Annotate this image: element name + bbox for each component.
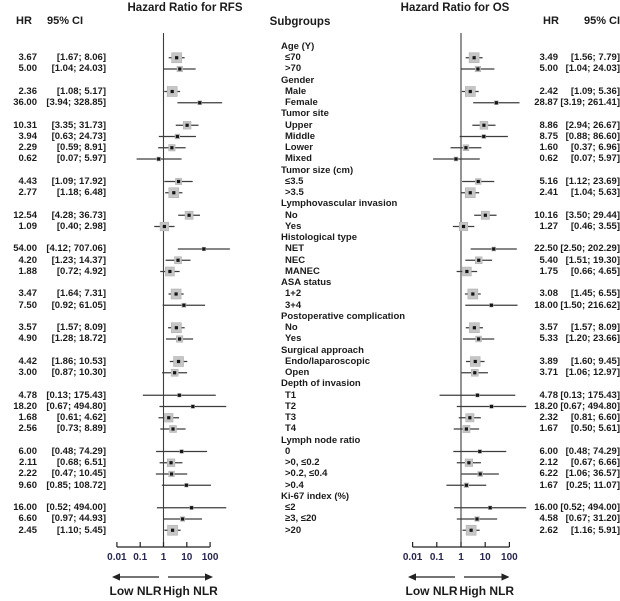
os-hr-value: 18.20 (534, 400, 558, 412)
subgroup-item-label: 0 (285, 445, 291, 457)
rfs-axis-tick-label: 10 (181, 552, 193, 563)
subgroup-item-label: MANEC (285, 265, 320, 277)
os-point-marker (464, 146, 467, 149)
os-ci-value: [1.04; 24.03] (565, 63, 620, 75)
os-axis-tick-label: 10 (479, 552, 491, 563)
rfs-ci-value: [0.72; 4.92] (56, 265, 106, 277)
rfs-hr-value: 4.78 (18, 389, 37, 401)
subgroup-item-label: Male (285, 85, 307, 97)
rfs-panel-title: Hazard Ratio for RFS (127, 2, 243, 14)
rfs-point-marker (186, 124, 189, 127)
rfs-point-marker (187, 214, 190, 217)
subgroup-header-label: Age (Y) (281, 40, 315, 52)
rfs-point-marker (178, 394, 181, 397)
os-ci-value: [2.50; 202.29] (560, 243, 620, 255)
rfs-ci-value: [0.52; 494.00] (46, 502, 106, 514)
os-ci-value: [0.25; 11.07] (566, 479, 620, 491)
rfs-ci-column-header: 95% CI (46, 15, 84, 27)
rfs-hr-value: 3.67 (18, 52, 37, 64)
os-hr-value: 4.78 (539, 389, 558, 401)
rfs-ci-value: [0.87; 10.30] (51, 367, 106, 379)
os-hr-value: 2.62 (539, 524, 558, 536)
os-point-marker (469, 90, 472, 93)
rfs-hr-value: 1.09 (18, 220, 37, 232)
os-ci-value: [0.52; 494.00] (560, 502, 620, 514)
os-point-marker (477, 180, 480, 183)
rfs-ci-value: [1.67; 8.06] (56, 52, 106, 64)
os-point-marker (479, 472, 482, 475)
os-ci-value: [0.48; 74.29] (565, 445, 620, 457)
subgroup-item-label: >3.5 (285, 187, 304, 199)
os-point-marker (489, 506, 492, 509)
subgroup-item-label: T1 (285, 389, 297, 401)
rfs-ci-value: [1.64; 7.31] (56, 288, 106, 300)
subgroup-item-label: Yes (285, 220, 302, 232)
rfs-hr-value: 2.77 (18, 187, 37, 199)
rfs-ci-value: [0.40; 2.98] (56, 220, 106, 232)
os-hr-value: 1.27 (539, 220, 558, 232)
rfs-ci-value: [3.94; 328.85] (46, 97, 106, 109)
os-ci-value: [1.06; 12.97] (565, 367, 620, 379)
rfs-hr-value: 16.00 (13, 502, 37, 514)
os-hr-value: 5.00 (539, 63, 558, 75)
rfs-point-marker (175, 56, 178, 59)
os-point-marker (490, 304, 493, 307)
os-point-marker (468, 416, 471, 419)
rfs-hr-value: 2.45 (18, 524, 37, 536)
os-point-marker (462, 225, 465, 228)
os-point-marker (476, 67, 479, 70)
os-axis-tick-label: 100 (501, 552, 518, 563)
rfs-ci-value: [0.97; 44.93] (51, 513, 106, 525)
rfs-point-marker (171, 90, 174, 93)
rfs-ci-value: [0.13; 175.43] (46, 389, 106, 401)
os-hr-value: 5.16 (539, 175, 558, 187)
os-hr-value: 2.41 (539, 187, 558, 199)
rfs-point-marker (170, 472, 173, 475)
subgroups-column-title: Subgroups (269, 16, 331, 28)
rfs-point-marker (191, 405, 194, 408)
rfs-hr-value: 1.68 (18, 412, 37, 424)
subgroup-header-label: ASA status (281, 277, 332, 289)
rfs-axis-tick-label: 0.01 (107, 552, 127, 563)
rfs-low-nlr-label: Low NLR (109, 584, 162, 598)
os-ci-value: [1.04; 5.63] (570, 187, 620, 199)
os-point-marker (473, 326, 476, 329)
rfs-hr-value: 18.20 (13, 400, 37, 412)
os-point-marker (482, 124, 485, 127)
rfs-hr-value: 7.50 (18, 299, 37, 311)
rfs-point-marker (175, 326, 178, 329)
rfs-hr-value: 3.57 (18, 322, 37, 334)
subgroup-item-label: T4 (285, 423, 297, 435)
os-ci-value: [0.37; 6.96] (570, 142, 620, 154)
rfs-point-marker (167, 416, 170, 419)
os-ci-value: [3.19; 261.41] (560, 97, 620, 109)
os-ci-value: [0.88; 86.60] (565, 130, 620, 142)
rfs-point-marker (176, 135, 179, 138)
os-ci-value: [1.09; 5.36] (570, 85, 620, 97)
os-ci-value: [1.20; 23.66] (565, 333, 620, 345)
os-point-marker (475, 517, 478, 520)
rfs-point-marker (182, 304, 185, 307)
rfs-ci-value: [4.12; 707.06] (46, 243, 106, 255)
subgroup-item-label: >0.2, ≤0.4 (285, 468, 328, 480)
rfs-point-marker (190, 506, 193, 509)
rfs-high-arrow-head (205, 573, 213, 580)
subgroup-header-label: Postoperative complication (281, 310, 406, 322)
rfs-hr-value: 2.36 (18, 85, 37, 97)
os-hr-value: 22.50 (534, 243, 558, 255)
os-point-marker (465, 427, 468, 430)
subgroup-header-label: Histological type (281, 232, 358, 244)
os-hr-value: 2.32 (539, 412, 558, 424)
rfs-hr-column-header: HR (16, 15, 32, 27)
rfs-hr-value: 4.20 (18, 254, 37, 266)
os-hr-value: 2.12 (539, 457, 558, 469)
os-hr-value: 1.67 (539, 423, 558, 435)
rfs-point-marker (168, 270, 171, 273)
rfs-point-marker (177, 360, 180, 363)
rfs-axis-tick-label: 1 (160, 552, 167, 563)
rfs-hr-value: 12.54 (13, 209, 37, 221)
subgroup-item-label: No (285, 322, 298, 334)
rfs-ci-value: [1.04; 24.03] (51, 63, 106, 75)
rfs-point-marker (198, 101, 201, 104)
subgroup-header-label: Lymphovascular invasion (281, 198, 398, 210)
subgroup-header-label: Depth of invasion (281, 378, 361, 390)
rfs-ci-value: [0.67; 494.80] (46, 400, 106, 412)
subgroup-item-label: T2 (285, 400, 297, 412)
os-ci-value: [0.81; 6.60] (570, 412, 620, 424)
subgroup-item-label: >0, ≤0.2 (285, 457, 320, 469)
os-ci-value: [0.50; 5.61] (570, 423, 620, 435)
subgroup-header-label: Lymph node ratio (281, 434, 361, 446)
os-point-marker (477, 259, 480, 262)
rfs-ci-value: [4.28; 36.73] (51, 209, 106, 221)
os-point-marker (473, 371, 476, 374)
os-point-marker (490, 405, 493, 408)
os-ci-value: [0.13; 175.43] (560, 389, 620, 401)
os-point-marker (474, 360, 477, 363)
subgroup-item-label: >70 (285, 63, 302, 75)
os-axis-tick-label: 0.1 (429, 552, 444, 563)
rfs-hr-value: 2.22 (18, 468, 37, 480)
subgroup-item-label: 3+4 (285, 299, 302, 311)
rfs-ci-value: [1.18; 6.48] (56, 187, 106, 199)
rfs-point-marker (178, 67, 181, 70)
os-ci-value: [1.12; 23.69] (565, 175, 620, 187)
os-hr-value: 3.08 (539, 288, 558, 300)
subgroup-item-label: Mixed (285, 153, 312, 165)
os-ci-value: [0.67; 494.80] (560, 400, 620, 412)
os-axis-tick-label: 0.01 (402, 552, 423, 563)
rfs-point-marker (177, 180, 180, 183)
os-ci-value: [1.50; 216.62] (560, 299, 620, 311)
os-point-marker (469, 191, 472, 194)
os-hr-column-header: HR (543, 15, 559, 27)
rfs-point-marker (176, 259, 179, 262)
os-hr-value: 1.60 (539, 142, 558, 154)
subgroup-header-label: Tumor site (281, 108, 329, 120)
rfs-ci-value: [0.47; 10.45] (51, 468, 106, 480)
os-point-marker (471, 292, 474, 295)
subgroup-item-label: Female (285, 97, 318, 109)
rfs-hr-value: 2.11 (19, 457, 37, 469)
rfs-hr-value: 3.94 (18, 130, 37, 142)
subgroup-item-label: NEC (285, 254, 306, 266)
os-point-marker (477, 337, 480, 340)
os-hr-value: 3.89 (539, 355, 558, 367)
os-hr-value: 5.40 (539, 254, 558, 266)
rfs-hr-value: 0.62 (18, 153, 37, 165)
os-point-marker (492, 247, 495, 250)
os-hr-value: 6.00 (539, 445, 558, 457)
rfs-hr-value: 3.00 (18, 367, 37, 379)
os-ci-value: [1.57; 8.09] (570, 322, 620, 334)
rfs-hr-value: 5.00 (18, 63, 37, 75)
rfs-ci-value: [0.92; 61.05] (51, 299, 106, 311)
subgroup-item-label: >0.4 (285, 479, 304, 491)
os-point-marker (495, 101, 498, 104)
rfs-hr-value: 54.00 (13, 243, 37, 255)
os-high-arrow-head (502, 573, 510, 580)
os-ci-value: [1.45; 6.55] (570, 288, 620, 300)
rfs-ci-value: [0.48; 74.29] (51, 445, 106, 457)
os-ci-value: [1.51; 19.30] (565, 254, 620, 266)
rfs-point-marker (174, 292, 177, 295)
subgroup-item-label: T3 (285, 412, 297, 424)
subgroup-header-label: Gender (281, 74, 315, 86)
os-hr-value: 8.75 (539, 130, 558, 142)
rfs-ci-value: [3.35; 31.73] (51, 119, 106, 131)
rfs-hr-value: 4.90 (18, 333, 37, 345)
os-ci-value: [1.16; 5.91] (570, 524, 620, 536)
subgroup-item-label: Open (285, 367, 310, 379)
rfs-ci-value: [0.73; 8.89] (56, 423, 106, 435)
rfs-point-marker (181, 517, 184, 520)
os-low-arrow-head (408, 573, 416, 580)
rfs-hr-value: 1.88 (18, 265, 37, 277)
os-hr-value: 1.75 (539, 265, 558, 277)
rfs-hr-value: 36.00 (13, 97, 37, 109)
rfs-axis-tick-label: 100 (201, 552, 219, 563)
rfs-hr-value: 6.00 (18, 445, 37, 457)
subgroup-item-label: ≤2 (285, 502, 296, 514)
os-ci-column-header: 95% CI (583, 15, 620, 27)
rfs-hr-value: 4.42 (18, 355, 37, 367)
rfs-point-marker (202, 247, 205, 250)
os-ci-value: [1.06; 36.57] (565, 468, 620, 480)
rfs-ci-value: [1.28; 18.72] (51, 333, 106, 345)
rfs-ci-value: [0.07; 5.97] (56, 153, 106, 165)
subgroup-item-label: Middle (285, 130, 316, 142)
rfs-hr-value: 2.56 (18, 423, 37, 435)
rfs-point-marker (180, 450, 183, 453)
os-point-marker (454, 157, 457, 160)
os-ci-value: [0.46; 3.55] (570, 220, 620, 232)
rfs-point-marker (169, 461, 172, 464)
subgroup-item-label: NET (285, 243, 304, 255)
os-hr-value: 3.57 (539, 322, 558, 334)
rfs-hr-value: 2.29 (18, 142, 37, 154)
subgroup-header-label: Ki-67 index (%) (281, 490, 350, 502)
rfs-ci-value: [0.61; 4.62] (56, 412, 106, 424)
rfs-ci-value: [0.63; 24.73] (51, 130, 106, 142)
rfs-ci-value: [0.68; 6.51] (56, 457, 106, 469)
rfs-ci-value: [1.09; 17.92] (51, 175, 106, 187)
os-hr-value: 5.33 (539, 333, 558, 345)
rfs-ci-value: [1.86; 10.53] (51, 355, 106, 367)
subgroup-item-label: No (285, 209, 298, 221)
rfs-high-nlr-label: High NLR (163, 584, 218, 598)
rfs-axis-tick-label: 0.1 (133, 552, 148, 563)
os-hr-value: 2.42 (539, 85, 558, 97)
os-axis-tick-label: 1 (458, 552, 464, 563)
os-low-nlr-label: Low NLR (405, 584, 458, 598)
subgroup-item-label: Lower (285, 142, 313, 154)
os-point-marker (465, 270, 468, 273)
os-ci-value: [0.66; 4.65] (570, 265, 620, 277)
rfs-point-marker (170, 146, 173, 149)
rfs-ci-value: [1.57; 8.09] (56, 322, 106, 334)
os-hr-value: 1.67 (539, 479, 558, 491)
rfs-hr-value: 3.47 (18, 288, 37, 300)
os-hr-value: 28.87 (534, 97, 558, 109)
subgroup-header-label: Surgical approach (281, 344, 364, 356)
os-hr-value: 6.22 (539, 468, 558, 480)
rfs-hr-value: 9.60 (18, 479, 37, 491)
os-hr-value: 4.58 (539, 513, 558, 525)
rfs-point-marker (157, 157, 160, 160)
os-point-marker (465, 484, 468, 487)
os-hr-value: 3.49 (539, 52, 558, 64)
subgroup-item-label: Yes (285, 333, 302, 345)
os-hr-value: 3.71 (539, 367, 558, 379)
os-point-marker (482, 135, 485, 138)
os-ci-value: [2.94; 26.67] (565, 119, 620, 131)
rfs-ci-value: [1.08; 5.17] (56, 85, 106, 97)
os-point-marker (484, 214, 487, 217)
subgroup-item-label: Endo/laparoscopic (285, 355, 370, 367)
rfs-point-marker (172, 191, 175, 194)
os-panel-title: Hazard Ratio for OS (400, 2, 510, 14)
rfs-ci-value: [1.23; 14.37] (51, 254, 106, 266)
rfs-point-marker (173, 371, 176, 374)
rfs-hr-value: 6.60 (18, 513, 37, 525)
os-ci-value: [0.67; 6.66] (570, 457, 620, 469)
rfs-point-marker (171, 427, 174, 430)
os-ci-value: [3.50; 29.44] (565, 209, 620, 221)
os-point-marker (476, 394, 479, 397)
rfs-hr-value: 10.31 (13, 119, 37, 131)
subgroup-item-label: >20 (285, 524, 302, 536)
rfs-ci-value: [0.59; 8.91] (56, 142, 106, 154)
os-ci-value: [1.56; 7.79] (570, 52, 620, 64)
rfs-ci-value: [0.85; 108.72] (46, 479, 106, 491)
os-point-marker (478, 450, 481, 453)
os-ci-value: [0.67; 31.20] (565, 513, 620, 525)
os-point-marker (473, 56, 476, 59)
os-hr-value: 18.00 (534, 299, 558, 311)
rfs-point-marker (178, 337, 181, 340)
subgroup-item-label: ≥3, ≤20 (285, 513, 317, 525)
subgroup-item-label: ≤70 (285, 52, 301, 64)
os-high-nlr-label: High NLR (459, 584, 515, 598)
os-hr-value: 8.86 (539, 119, 558, 131)
subgroup-header-label: Tumor size (cm) (281, 164, 354, 176)
os-ci-value: [0.07; 5.97] (570, 153, 620, 165)
os-point-marker (470, 529, 473, 532)
rfs-ci-value: [1.10; 5.45] (56, 524, 106, 536)
os-hr-value: 10.16 (534, 209, 558, 221)
subgroup-item-label: ≤3.5 (285, 175, 304, 187)
rfs-point-marker (185, 484, 188, 487)
rfs-hr-value: 4.43 (18, 175, 37, 187)
rfs-point-marker (163, 225, 166, 228)
os-point-marker (467, 461, 470, 464)
rfs-point-marker (171, 529, 174, 532)
rfs-low-arrow-head (112, 573, 120, 580)
os-hr-value: 16.00 (534, 502, 558, 514)
os-hr-value: 0.62 (539, 153, 558, 165)
os-ci-value: [1.60; 9.45] (570, 355, 620, 367)
subgroup-item-label: Upper (285, 119, 313, 131)
subgroup-item-label: 1+2 (285, 288, 302, 300)
